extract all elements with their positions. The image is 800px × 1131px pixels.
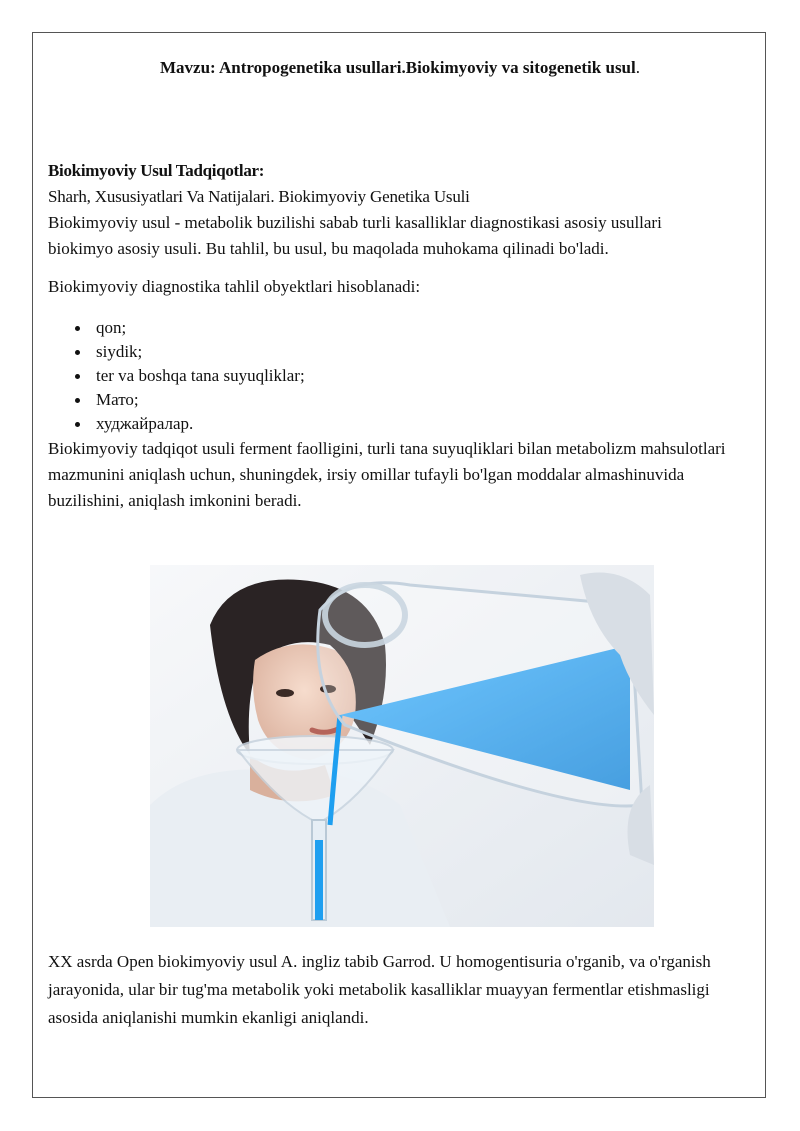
eye bbox=[276, 689, 294, 697]
objects-list bbox=[48, 316, 728, 436]
list-item: qon; bbox=[96, 316, 728, 340]
document-body bbox=[48, 158, 728, 514]
intro-paragraph: Biokimyoviy usul - metabolik buzilishi sabab turli kasalliklar diagnostikasi asosiy usullari biokimyo asosiy usuli. Bu tahlil, bu usul, bu maqolada muhokama qilinadi bo'ladi. bbox=[48, 213, 662, 258]
page-title bbox=[0, 58, 800, 78]
section-heading: Biokimyoviy Usul Tadqiqotlar: bbox=[48, 161, 265, 180]
title-text: Mavzu: Antropogenetika usullari.Biokimyoviy va sitogenetik usul bbox=[160, 58, 636, 77]
method-paragraph: Biokimyoviy tadqiqot usuli ferment faolligini, turli tana suyuqliklari bilan metabolizm mahsulotlari mazmunini aniqlash uchun, shuningdek, irsiy omillar tufayli bo'lgan moddalar almashinuvida buzilishini, aniqlash imkonini beradi. bbox=[48, 439, 726, 510]
funnel-liquid bbox=[315, 840, 323, 920]
history-paragraph: XX asrda Open biokimyoviy usul A. ingliz tabib Garrod. U homogentisuria o'rganib, va o'rganish jarayonida, ular bir tug'ma metabolik yoki metabolik kasalliklar muayyan fermentlar etishmasligi asosida aniqlanishi mumkin ekanligi aniqlandi. bbox=[48, 952, 711, 1027]
lab-photo bbox=[150, 565, 654, 927]
list-item: худжайралар. bbox=[96, 412, 728, 436]
list-item: ter va boshqa tana suyuqliklar; bbox=[96, 364, 728, 388]
objects-intro: Biokimyoviy diagnostika tahlil obyektlari hisoblanadi: bbox=[48, 277, 421, 296]
list-item: Мато; bbox=[96, 388, 728, 412]
title-end: . bbox=[635, 58, 640, 77]
list-item: siydik; bbox=[96, 340, 728, 364]
section-subheading: Sharh, Xususiyatlari Va Natijalari. Biokimyoviy Genetika Usuli bbox=[48, 187, 470, 206]
